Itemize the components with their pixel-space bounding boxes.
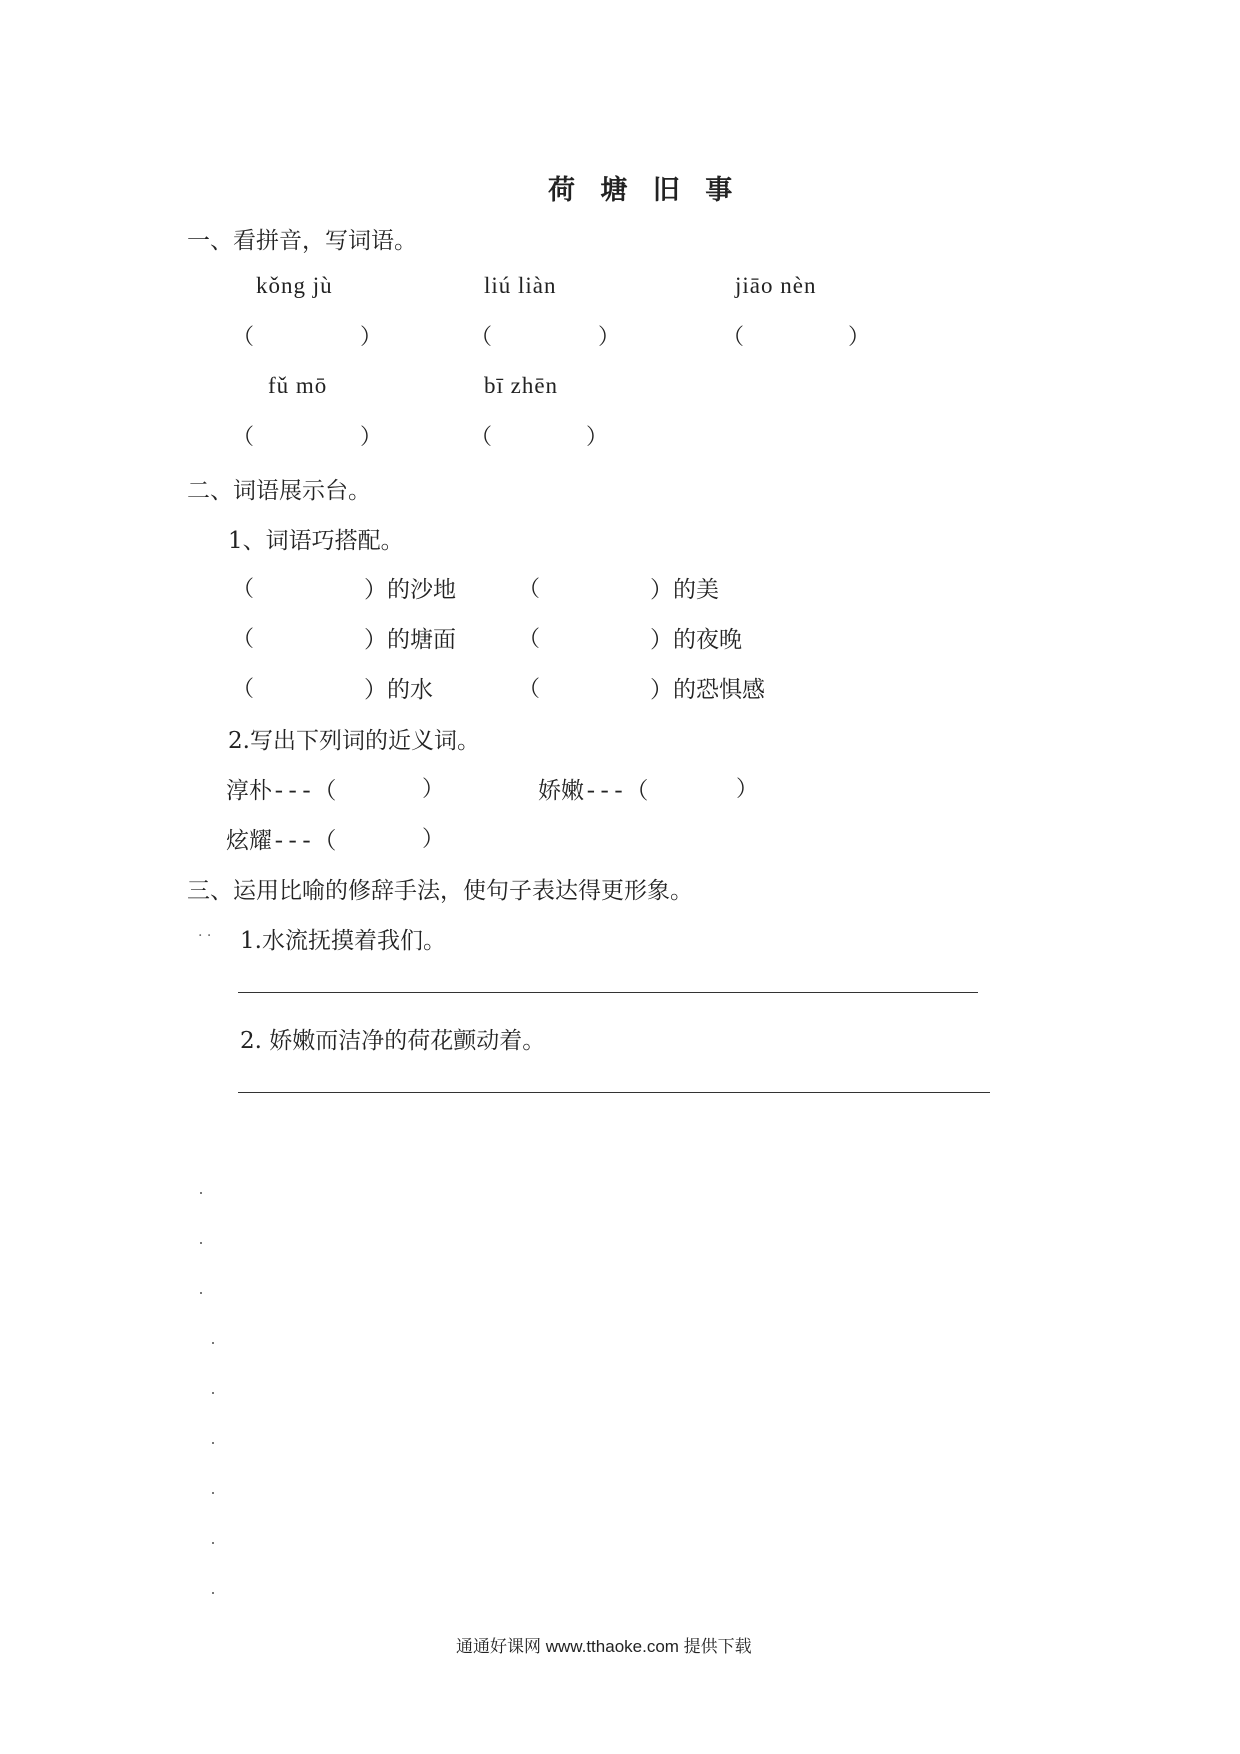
- margin-dot: [212, 1542, 214, 1544]
- answer-open-paren: （: [470, 325, 493, 350]
- match-suffix-shui: ）的水: [364, 677, 433, 703]
- match-suffix-mei: ）的美: [650, 577, 719, 603]
- match-suffix-tangmian: ）的塘面: [364, 627, 456, 653]
- match-open-paren: （: [518, 627, 541, 652]
- match-open-paren: （: [232, 577, 255, 602]
- margin-dot: [212, 1592, 214, 1594]
- answer-line-1: [238, 992, 978, 993]
- match-open-paren: （: [518, 577, 541, 602]
- synonym-jiaonen: 娇嫩---（: [538, 779, 649, 805]
- pinyin-jiaonen: jiāo nèn: [735, 273, 817, 298]
- section3-heading: 三、运用比喻的修辞手法，使句子表达得更形象。: [187, 878, 693, 904]
- answer-open-paren: （: [232, 425, 255, 450]
- match-open-paren: （: [232, 627, 255, 652]
- answer-close-paren: ）: [848, 325, 871, 350]
- footer-credit: 通通好课网 www.tthaoke.com 提供下载: [456, 1637, 752, 1656]
- margin-dot: [200, 1242, 202, 1244]
- synonym-chunpu: 淳朴---（: [226, 779, 337, 805]
- match-suffix-kongjugan: ）的恐惧感: [650, 677, 765, 703]
- answer-close-paren: ）: [360, 325, 383, 350]
- pinyin-bizhen: bī zhēn: [484, 373, 559, 398]
- answer-close-paren: ）: [598, 325, 621, 350]
- answer-open-paren: （: [722, 325, 745, 350]
- pinyin-fumo: fǔ mō: [268, 373, 328, 398]
- section2-sub1: 1、词语巧搭配。: [228, 528, 404, 554]
- answer-close-paren: ）: [360, 425, 383, 450]
- margin-dot: [212, 1342, 214, 1344]
- margin-dot: [200, 1292, 202, 1294]
- synonym-close-paren: ）: [422, 777, 445, 802]
- match-open-paren: （: [518, 677, 541, 702]
- pinyin-kongju: kǒng jù: [256, 273, 333, 298]
- pinyin-liulian: liú liàn: [484, 273, 557, 298]
- answer-close-paren: ）: [586, 425, 609, 450]
- synonym-xuanyao: 炫耀---（: [226, 829, 337, 855]
- section2-sub2: 2.写出下列词的近义词。: [228, 728, 480, 754]
- match-suffix-yewan: ）的夜晚: [650, 627, 742, 653]
- sentence-1: 1.水流抚摸着我们。: [240, 928, 446, 954]
- margin-dot: [212, 1442, 214, 1444]
- page-title: 荷 塘 旧 事: [548, 175, 741, 206]
- margin-dot: [200, 1192, 202, 1194]
- margin-dot: [212, 1492, 214, 1494]
- answer-line-2: [238, 1092, 990, 1093]
- synonym-close-paren: ）: [422, 827, 445, 852]
- answer-open-paren: （: [232, 325, 255, 350]
- sentence-2: 2. 娇嫩而洁净的荷花颤动着。: [240, 1028, 546, 1054]
- margin-dot: [212, 1392, 214, 1394]
- stray-marks: . .: [198, 924, 212, 940]
- section2-heading: 二、词语展示台。: [187, 478, 371, 504]
- answer-open-paren: （: [470, 425, 493, 450]
- section1-heading: 一、看拼音，写词语。: [187, 228, 417, 254]
- match-suffix-shadi: ）的沙地: [364, 577, 456, 603]
- synonym-close-paren: ）: [736, 777, 759, 802]
- match-open-paren: （: [232, 677, 255, 702]
